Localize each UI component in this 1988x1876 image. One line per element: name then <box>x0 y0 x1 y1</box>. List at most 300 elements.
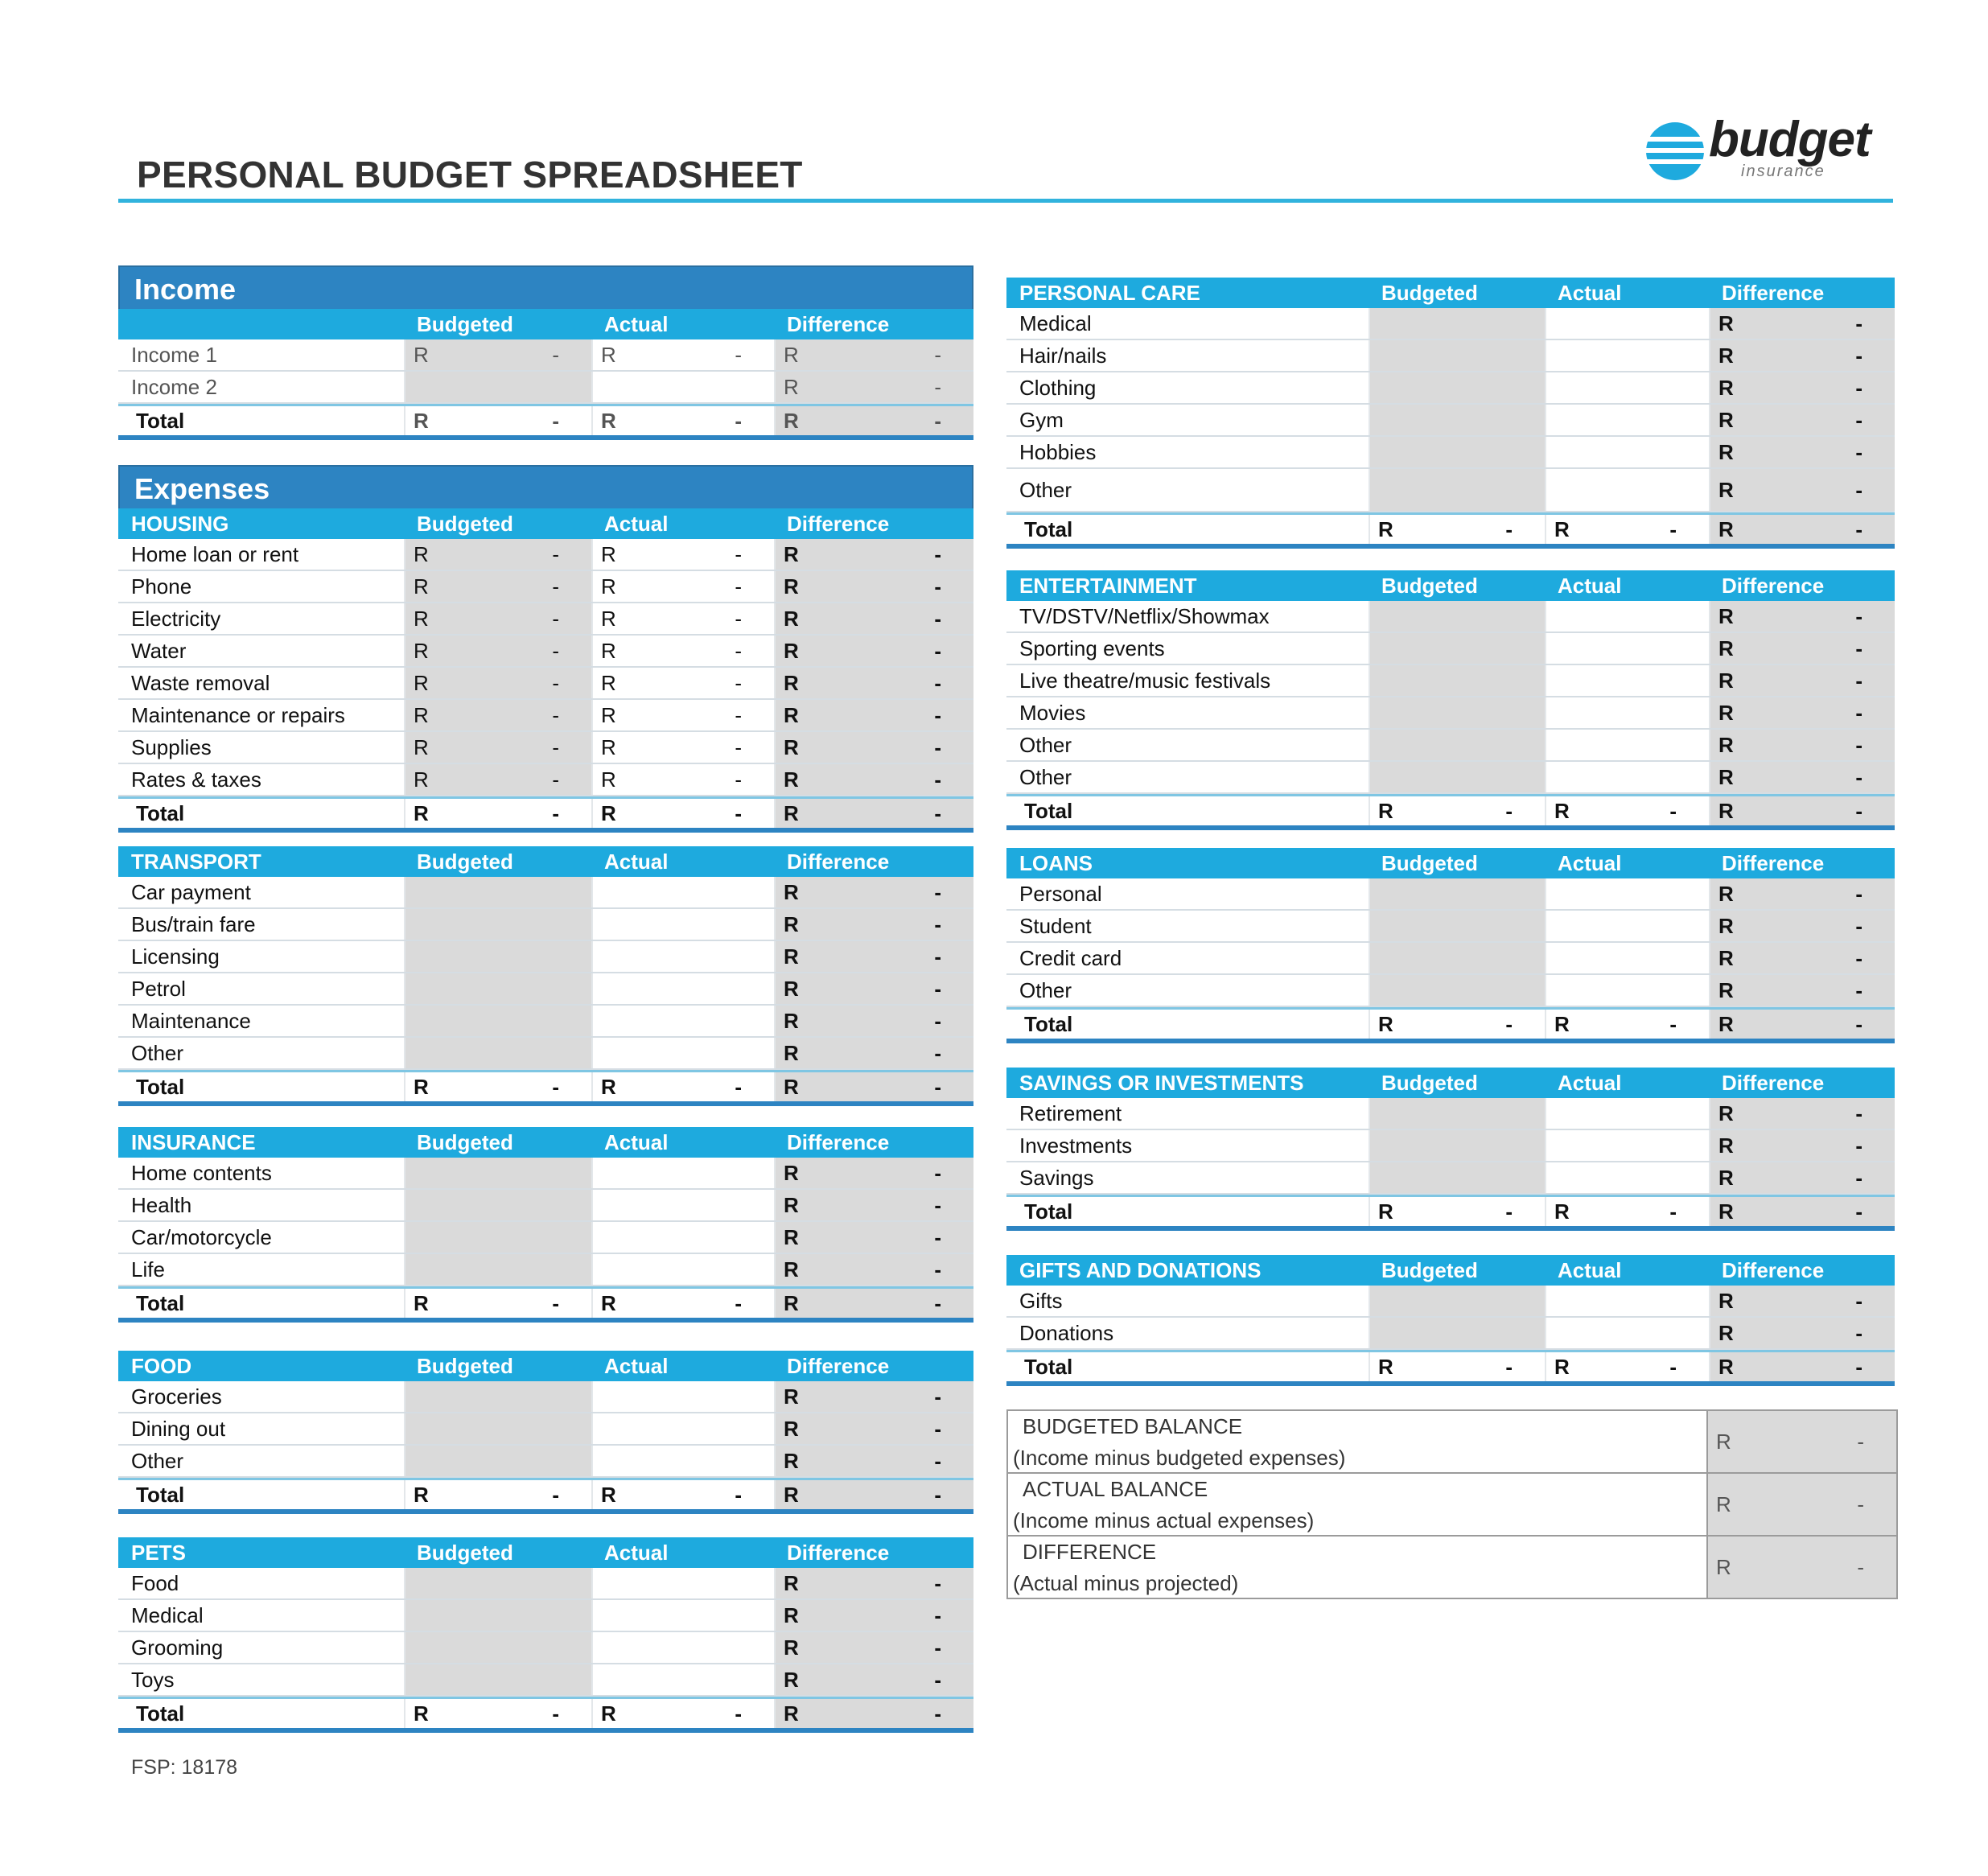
budgeted-input[interactable] <box>404 372 591 402</box>
total-budgeted[interactable] <box>1369 1010 1545 1039</box>
balance-value[interactable] <box>1708 1411 1896 1472</box>
row-label: Groceries <box>131 1384 222 1409</box>
column-header-actual: Actual <box>1558 850 1622 875</box>
difference-value[interactable] <box>774 1038 973 1068</box>
value-dash: - <box>934 1448 941 1473</box>
value-dash: - <box>1855 439 1862 464</box>
currency-symbol: R <box>1378 1011 1393 1036</box>
actual-input[interactable] <box>591 1006 774 1036</box>
row-label: Maintenance or repairs <box>131 702 345 727</box>
actual-input[interactable] <box>1545 911 1709 941</box>
currency-symbol: R <box>601 342 616 367</box>
value-dash: - <box>934 911 941 936</box>
value-dash: - <box>735 1701 742 1726</box>
total-difference[interactable] <box>1709 1010 1895 1039</box>
total-difference[interactable] <box>774 1480 973 1509</box>
currency-symbol: R <box>1718 977 1734 1002</box>
difference-value[interactable] <box>1709 633 1895 664</box>
total-budgeted[interactable] <box>404 1480 591 1509</box>
actual-input[interactable] <box>591 571 774 602</box>
difference-value[interactable] <box>774 571 973 602</box>
total-actual[interactable] <box>591 1289 774 1318</box>
total-difference[interactable] <box>774 1072 973 1101</box>
balance-title: ACTUAL BALANCE <box>1023 1477 1208 1501</box>
page-title: PERSONAL BUDGET SPREADSHEET <box>137 154 803 195</box>
actual-input[interactable] <box>591 1568 774 1598</box>
actual-input[interactable] <box>591 636 774 666</box>
budgeted-input[interactable] <box>1369 1130 1545 1161</box>
currency-symbol: R <box>784 1482 799 1507</box>
budgeted-input[interactable] <box>1369 697 1545 728</box>
total-difference[interactable] <box>774 1699 973 1728</box>
budgeted-input[interactable] <box>1369 1162 1545 1193</box>
difference-value[interactable] <box>1709 405 1895 435</box>
total-difference[interactable] <box>1709 796 1895 825</box>
total-actual[interactable] <box>1545 1352 1709 1381</box>
actual-input[interactable] <box>591 603 774 634</box>
total-budgeted[interactable] <box>1369 515 1545 544</box>
difference-value[interactable] <box>774 1632 973 1663</box>
actual-input[interactable] <box>591 1381 774 1412</box>
currency-symbol: R <box>784 1192 799 1217</box>
budgeted-input[interactable] <box>404 1190 591 1220</box>
difference-value[interactable] <box>774 909 973 940</box>
value-dash: - <box>1855 764 1862 789</box>
actual-input[interactable] <box>1545 308 1709 339</box>
actual-input[interactable] <box>1545 1318 1709 1348</box>
budgeted-input[interactable] <box>404 909 591 940</box>
actual-input[interactable] <box>591 668 774 698</box>
difference-value[interactable] <box>1709 340 1895 371</box>
difference-value[interactable] <box>774 1446 973 1476</box>
budgeted-input[interactable] <box>1369 911 1545 941</box>
actual-input[interactable] <box>1545 975 1709 1006</box>
total-actual[interactable] <box>591 406 774 435</box>
value-dash: - <box>934 1160 941 1185</box>
actual-input[interactable] <box>1545 633 1709 664</box>
difference-value[interactable] <box>1709 697 1895 728</box>
total-budgeted[interactable] <box>404 1289 591 1318</box>
difference-value[interactable] <box>774 1568 973 1598</box>
budgeted-input[interactable] <box>1369 372 1545 403</box>
actual-input[interactable] <box>1545 437 1709 467</box>
actual-input[interactable] <box>591 764 774 795</box>
budgeted-input[interactable] <box>1369 601 1545 632</box>
currency-symbol: R <box>414 606 429 631</box>
difference-value[interactable] <box>774 877 973 907</box>
budgeted-input[interactable] <box>404 1632 591 1663</box>
column-header-row <box>1006 848 1895 878</box>
budgeted-input[interactable] <box>404 764 591 795</box>
row-label: Other <box>1019 764 1072 789</box>
budgeted-input[interactable] <box>404 668 591 698</box>
actual-input[interactable] <box>591 539 774 570</box>
value-dash: - <box>934 1224 941 1249</box>
total-actual[interactable] <box>591 1480 774 1509</box>
budgeted-input[interactable] <box>404 1413 591 1444</box>
value-dash: - <box>1855 1288 1862 1313</box>
value-dash: - <box>735 702 742 727</box>
balance-value[interactable] <box>1708 1537 1896 1598</box>
difference-value[interactable] <box>774 700 973 730</box>
difference-value[interactable] <box>1709 1098 1895 1129</box>
budgeted-input[interactable] <box>404 732 591 763</box>
currency-symbol: R <box>1718 636 1734 660</box>
difference-value[interactable] <box>1709 943 1895 973</box>
actual-input[interactable] <box>1545 1098 1709 1129</box>
currency-symbol: R <box>1718 945 1734 970</box>
row-label: Medical <box>131 1602 204 1627</box>
difference-value[interactable] <box>774 1600 973 1631</box>
value-dash: - <box>1855 477 1862 502</box>
budgeted-input[interactable] <box>404 1381 591 1412</box>
value-dash: - <box>552 767 559 792</box>
budgeted-input[interactable] <box>1369 405 1545 435</box>
difference-value[interactable] <box>774 636 973 666</box>
table-row <box>1006 697 1895 730</box>
difference-value[interactable] <box>774 339 973 370</box>
actual-input[interactable] <box>1545 762 1709 792</box>
total-budgeted[interactable] <box>1369 1352 1545 1381</box>
total-label: Total <box>136 408 185 433</box>
currency-symbol: R <box>784 944 799 969</box>
row-label: Live theatre/music festivals <box>1019 668 1271 693</box>
column-header-actual: Actual <box>604 1353 669 1378</box>
actual-input[interactable] <box>591 973 774 1004</box>
difference-value[interactable] <box>774 1413 973 1444</box>
table-row <box>1006 878 1895 911</box>
difference-value[interactable] <box>1709 762 1895 792</box>
total-label: Total <box>1024 1199 1073 1224</box>
actual-input[interactable] <box>1545 372 1709 403</box>
actual-input[interactable] <box>591 941 774 972</box>
total-difference[interactable] <box>1709 1197 1895 1226</box>
column-header-row <box>1006 1255 1895 1286</box>
actual-input[interactable] <box>591 1632 774 1663</box>
value-dash: - <box>552 1290 559 1315</box>
actual-input[interactable] <box>1545 469 1709 511</box>
actual-input[interactable] <box>591 1190 774 1220</box>
total-actual[interactable] <box>1545 1197 1709 1226</box>
budgeted-input[interactable] <box>404 1446 591 1476</box>
column-header-difference: Difference <box>787 1353 890 1378</box>
column-header-budgeted: Budgeted <box>417 1129 513 1154</box>
currency-symbol: R <box>414 541 429 566</box>
column-header-actual: Actual <box>1558 1070 1622 1095</box>
difference-value[interactable] <box>774 1158 973 1188</box>
difference-value[interactable] <box>774 1254 973 1285</box>
difference-value[interactable] <box>774 1381 973 1412</box>
table-row <box>118 1664 973 1697</box>
total-budgeted[interactable] <box>1369 1197 1545 1226</box>
column-header-row <box>118 1127 973 1158</box>
actual-input[interactable] <box>1545 1162 1709 1193</box>
budgeted-input[interactable] <box>404 941 591 972</box>
value-dash: - <box>735 734 742 759</box>
actual-input[interactable] <box>1545 943 1709 973</box>
row-label: Gifts <box>1019 1288 1063 1313</box>
budgeted-input[interactable] <box>1369 730 1545 760</box>
budgeted-input[interactable] <box>1369 878 1545 909</box>
total-actual[interactable] <box>591 1699 774 1728</box>
difference-value[interactable] <box>1709 601 1895 632</box>
value-dash: - <box>1505 516 1513 541</box>
value-dash: - <box>934 1290 941 1315</box>
total-difference[interactable] <box>774 799 973 828</box>
personal-care-table <box>1006 278 1895 549</box>
budgeted-input[interactable] <box>1369 633 1545 664</box>
budgeted-input[interactable] <box>1369 943 1545 973</box>
transport-table <box>118 846 973 1106</box>
column-header-row <box>118 1537 973 1568</box>
total-difference[interactable] <box>774 406 973 435</box>
difference-value[interactable] <box>1709 469 1895 511</box>
column-header-actual: Actual <box>604 511 669 536</box>
total-budgeted[interactable] <box>1369 796 1545 825</box>
actual-input[interactable] <box>1545 665 1709 696</box>
actual-input[interactable] <box>591 1446 774 1476</box>
column-header-difference: Difference <box>787 1540 890 1565</box>
table-row <box>1006 1286 1895 1318</box>
difference-value[interactable] <box>1709 1130 1895 1161</box>
total-row <box>118 404 973 440</box>
actual-input[interactable] <box>1545 697 1709 728</box>
budgeted-input[interactable] <box>404 603 591 634</box>
budgeted-input[interactable] <box>404 1600 591 1631</box>
budgeted-input[interactable] <box>404 700 591 730</box>
value-dash: - <box>735 342 742 367</box>
currency-symbol: R <box>1378 1199 1393 1224</box>
budgeted-input[interactable] <box>1369 308 1545 339</box>
difference-value[interactable] <box>1709 437 1895 467</box>
actual-input[interactable] <box>591 1222 774 1253</box>
actual-input[interactable] <box>591 339 774 370</box>
difference-value[interactable] <box>1709 730 1895 760</box>
currency-symbol: R <box>414 734 429 759</box>
currency-symbol: R <box>1718 1288 1734 1313</box>
difference-value[interactable] <box>1709 1286 1895 1316</box>
currency-symbol: R <box>1718 798 1734 823</box>
difference-value[interactable] <box>774 668 973 698</box>
actual-input[interactable] <box>1545 1286 1709 1316</box>
column-header-actual: Actual <box>604 1129 669 1154</box>
total-actual[interactable] <box>591 1072 774 1101</box>
row-label: Student <box>1019 913 1092 938</box>
balance-row <box>1008 1474 1896 1537</box>
currency-symbol: R <box>601 1482 616 1507</box>
currency-symbol: R <box>1378 516 1393 541</box>
table-row <box>1006 633 1895 665</box>
budgeted-input[interactable] <box>1369 1318 1545 1348</box>
value-dash: - <box>552 702 559 727</box>
row-label: Other <box>131 1040 184 1065</box>
currency-symbol: R <box>414 1482 429 1507</box>
total-actual[interactable] <box>591 799 774 828</box>
actual-input[interactable] <box>591 700 774 730</box>
actual-input[interactable] <box>591 1600 774 1631</box>
table-row <box>118 973 973 1006</box>
budgeted-input[interactable] <box>404 1568 591 1598</box>
table-row <box>118 603 973 636</box>
budgeted-input[interactable] <box>404 1254 591 1285</box>
budgeted-input[interactable] <box>404 339 591 370</box>
total-budgeted[interactable] <box>404 406 591 435</box>
total-budgeted[interactable] <box>404 1072 591 1101</box>
currency-symbol: R <box>414 408 429 433</box>
actual-input[interactable] <box>591 1664 774 1695</box>
value-dash: - <box>1669 516 1677 541</box>
total-actual[interactable] <box>1545 515 1709 544</box>
total-label: Total <box>136 1482 185 1507</box>
budgeted-input[interactable] <box>404 571 591 602</box>
currency-symbol: R <box>784 1570 799 1595</box>
budgeted-input[interactable] <box>1369 665 1545 696</box>
actual-input[interactable] <box>1545 730 1709 760</box>
column-header-budgeted: Budgeted <box>1381 573 1478 598</box>
actual-input[interactable] <box>1545 601 1709 632</box>
difference-value[interactable] <box>774 1006 973 1036</box>
row-label: Other <box>1019 977 1072 1002</box>
difference-value[interactable] <box>1709 975 1895 1006</box>
table-row <box>1006 762 1895 794</box>
column-header-difference: Difference <box>787 849 890 874</box>
value-dash: - <box>1669 798 1677 823</box>
difference-value[interactable] <box>774 1664 973 1695</box>
total-row <box>118 1478 973 1514</box>
budgeted-input[interactable] <box>404 1158 591 1188</box>
actual-input[interactable] <box>591 1158 774 1188</box>
difference-value[interactable] <box>774 1222 973 1253</box>
actual-input[interactable] <box>591 909 774 940</box>
difference-value[interactable] <box>1709 1162 1895 1193</box>
row-label: Toys <box>131 1667 175 1692</box>
column-header-actual: Actual <box>604 849 669 874</box>
balance-subtitle: (Income minus budgeted expenses) <box>1013 1446 1346 1470</box>
section-heading: PERSONAL CARE <box>1019 280 1200 305</box>
currency-symbol: R <box>1554 1199 1570 1224</box>
table-row <box>118 539 973 571</box>
difference-value[interactable] <box>774 973 973 1004</box>
actual-input[interactable] <box>591 877 774 907</box>
currency-symbol: R <box>601 670 616 695</box>
currency-symbol: R <box>601 638 616 663</box>
difference-value[interactable] <box>774 603 973 634</box>
budgeted-input[interactable] <box>404 636 591 666</box>
currency-symbol: R <box>1718 311 1734 335</box>
actual-input[interactable] <box>591 1254 774 1285</box>
value-dash: - <box>1855 977 1862 1002</box>
value-dash: - <box>552 574 559 599</box>
total-actual[interactable] <box>1545 796 1709 825</box>
budgeted-input[interactable] <box>404 877 591 907</box>
value-dash: - <box>735 541 742 566</box>
row-label: Investments <box>1019 1133 1133 1158</box>
currency-symbol: R <box>1378 1354 1393 1379</box>
currency-symbol: R <box>414 1701 429 1726</box>
table-row <box>1006 437 1895 469</box>
difference-value[interactable] <box>774 764 973 795</box>
row-label: Other <box>1019 477 1072 502</box>
row-label: Hair/nails <box>1019 343 1107 368</box>
budgeted-input[interactable] <box>1369 762 1545 792</box>
total-actual[interactable] <box>1545 1010 1709 1039</box>
budgeted-input[interactable] <box>404 1222 591 1253</box>
table-row <box>1006 340 1895 372</box>
actual-input[interactable] <box>591 732 774 763</box>
actual-input[interactable] <box>1545 1130 1709 1161</box>
table-row <box>118 941 973 973</box>
difference-value[interactable] <box>774 732 973 763</box>
budgeted-input[interactable] <box>404 1664 591 1695</box>
actual-input[interactable] <box>591 1038 774 1068</box>
budgeted-input[interactable] <box>1369 340 1545 371</box>
currency-symbol: R <box>1718 1165 1734 1190</box>
value-dash: - <box>934 879 941 904</box>
value-dash: - <box>1855 375 1862 400</box>
total-budgeted[interactable] <box>404 1699 591 1728</box>
difference-value[interactable] <box>1709 308 1895 339</box>
currency-symbol: R <box>1718 1011 1734 1036</box>
balance-row <box>1008 1411 1896 1474</box>
table-row <box>118 1038 973 1070</box>
currency-symbol: R <box>784 1290 799 1315</box>
currency-symbol: R <box>601 541 616 566</box>
budgeted-input[interactable] <box>404 1038 591 1068</box>
difference-value[interactable] <box>1709 665 1895 696</box>
total-difference[interactable] <box>1709 1352 1895 1381</box>
difference-value[interactable] <box>774 372 973 402</box>
difference-value[interactable] <box>774 1190 973 1220</box>
section-heading: SAVINGS OR INVESTMENTS <box>1019 1070 1304 1095</box>
difference-value[interactable] <box>774 941 973 972</box>
budgeted-input[interactable] <box>404 1006 591 1036</box>
balance-value[interactable] <box>1708 1474 1896 1535</box>
value-dash: - <box>735 1074 742 1099</box>
difference-value[interactable] <box>774 539 973 570</box>
budgeted-input[interactable] <box>404 539 591 570</box>
budgeted-input[interactable] <box>1369 975 1545 1006</box>
value-dash: - <box>552 541 559 566</box>
actual-input[interactable] <box>1545 405 1709 435</box>
value-dash: - <box>934 574 941 599</box>
row-label: Other <box>131 1448 184 1473</box>
difference-value[interactable] <box>1709 1318 1895 1348</box>
section-heading: ENTERTAINMENT <box>1019 573 1197 598</box>
total-difference[interactable] <box>774 1289 973 1318</box>
difference-value[interactable] <box>1709 911 1895 941</box>
total-difference[interactable] <box>1709 515 1895 544</box>
budgeted-input[interactable] <box>1369 469 1545 511</box>
total-budgeted[interactable] <box>404 799 591 828</box>
actual-input[interactable] <box>1545 340 1709 371</box>
budgeted-input[interactable] <box>1369 1286 1545 1316</box>
budgeted-input[interactable] <box>1369 437 1545 467</box>
value-dash: - <box>735 606 742 631</box>
budgeted-input[interactable] <box>1369 1098 1545 1129</box>
difference-value[interactable] <box>1709 372 1895 403</box>
table-row <box>118 1568 973 1600</box>
difference-value[interactable] <box>1709 878 1895 909</box>
row-label: Gym <box>1019 407 1064 432</box>
currency-symbol: R <box>1716 1554 1731 1579</box>
income-heading: Income <box>118 265 973 309</box>
currency-symbol: R <box>601 606 616 631</box>
actual-input[interactable] <box>591 1413 774 1444</box>
actual-input[interactable] <box>1545 878 1709 909</box>
actual-input[interactable] <box>591 372 774 402</box>
budgeted-input[interactable] <box>404 973 591 1004</box>
row-label: Clothing <box>1019 375 1097 400</box>
